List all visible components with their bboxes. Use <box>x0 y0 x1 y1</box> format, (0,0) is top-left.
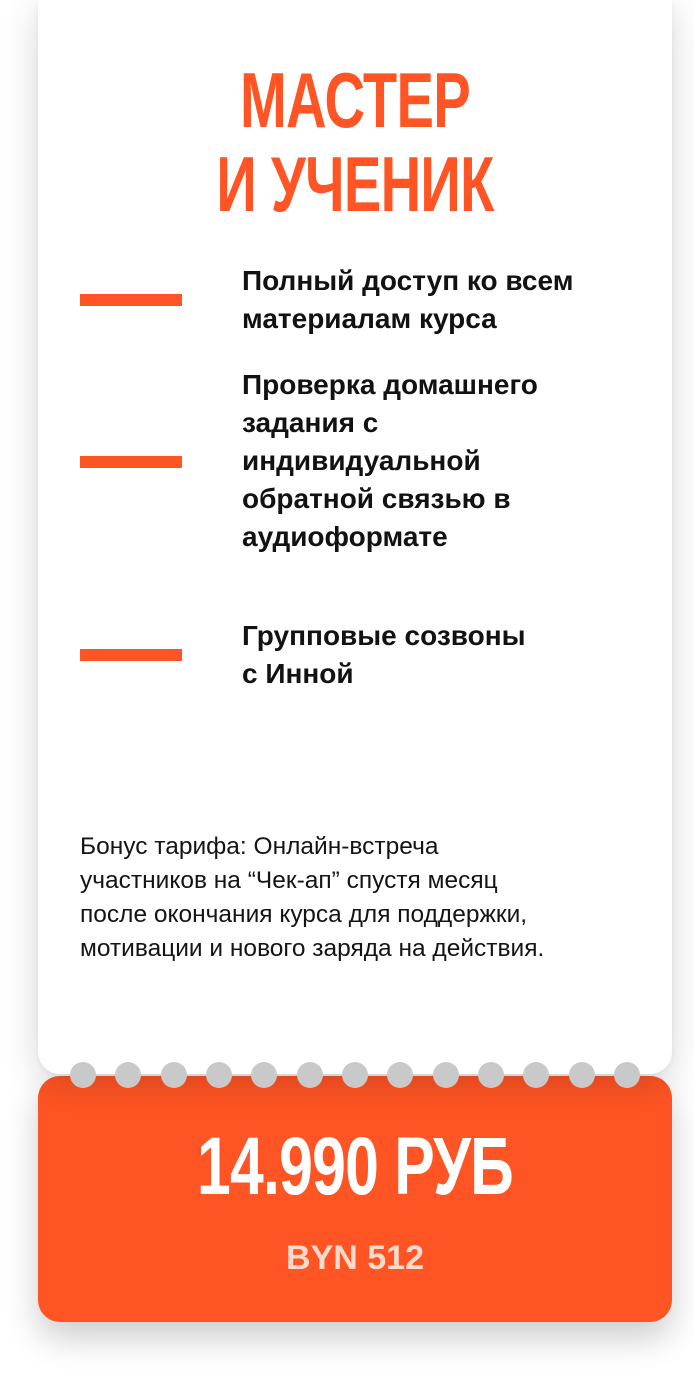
price-rub: 14.990 РУБ <box>196 1121 514 1212</box>
price-panel <box>38 1076 672 1322</box>
perforation-dot <box>70 1062 96 1088</box>
tariff-title-line-2: И УЧЕНИК <box>216 140 494 228</box>
dash-icon <box>80 456 182 468</box>
perforation-dot <box>523 1062 549 1088</box>
feature-text: Полный доступ ко всем материалам курса <box>242 265 574 334</box>
feature-text: Проверка домашнего задания с индивидуальной обратной связью в аудиоформате <box>242 369 538 552</box>
perforation-dot <box>387 1062 413 1088</box>
dash-icon <box>80 649 182 661</box>
perforation-dot <box>161 1062 187 1088</box>
perforation-dot <box>569 1062 595 1088</box>
perforation-dot <box>297 1062 323 1088</box>
dash-icon <box>80 294 182 306</box>
perforation-dot <box>206 1062 232 1088</box>
perforation-dot <box>115 1062 141 1088</box>
perforation-dot <box>251 1062 277 1088</box>
perforation-dot <box>478 1062 504 1088</box>
perforation-dot <box>614 1062 640 1088</box>
price-byn: BYN 512 <box>286 1239 424 1277</box>
perforation-dot <box>433 1062 459 1088</box>
tariff-bonus-text: Бонус тарифа: Онлайн-встреча участников на “Чек-ап” спустя месяц после окончания курса для поддержки, мотивации и нового заряда на действия. <box>80 833 545 962</box>
tariff-details-panel <box>38 0 672 1074</box>
tariff-title <box>127 58 583 226</box>
tariff-title-line-1: МАСТЕР <box>239 56 470 144</box>
ticket-perforation <box>70 1062 640 1088</box>
perforation-dot <box>342 1062 368 1088</box>
feature-text: Групповые созвоны с Инной <box>242 620 526 689</box>
